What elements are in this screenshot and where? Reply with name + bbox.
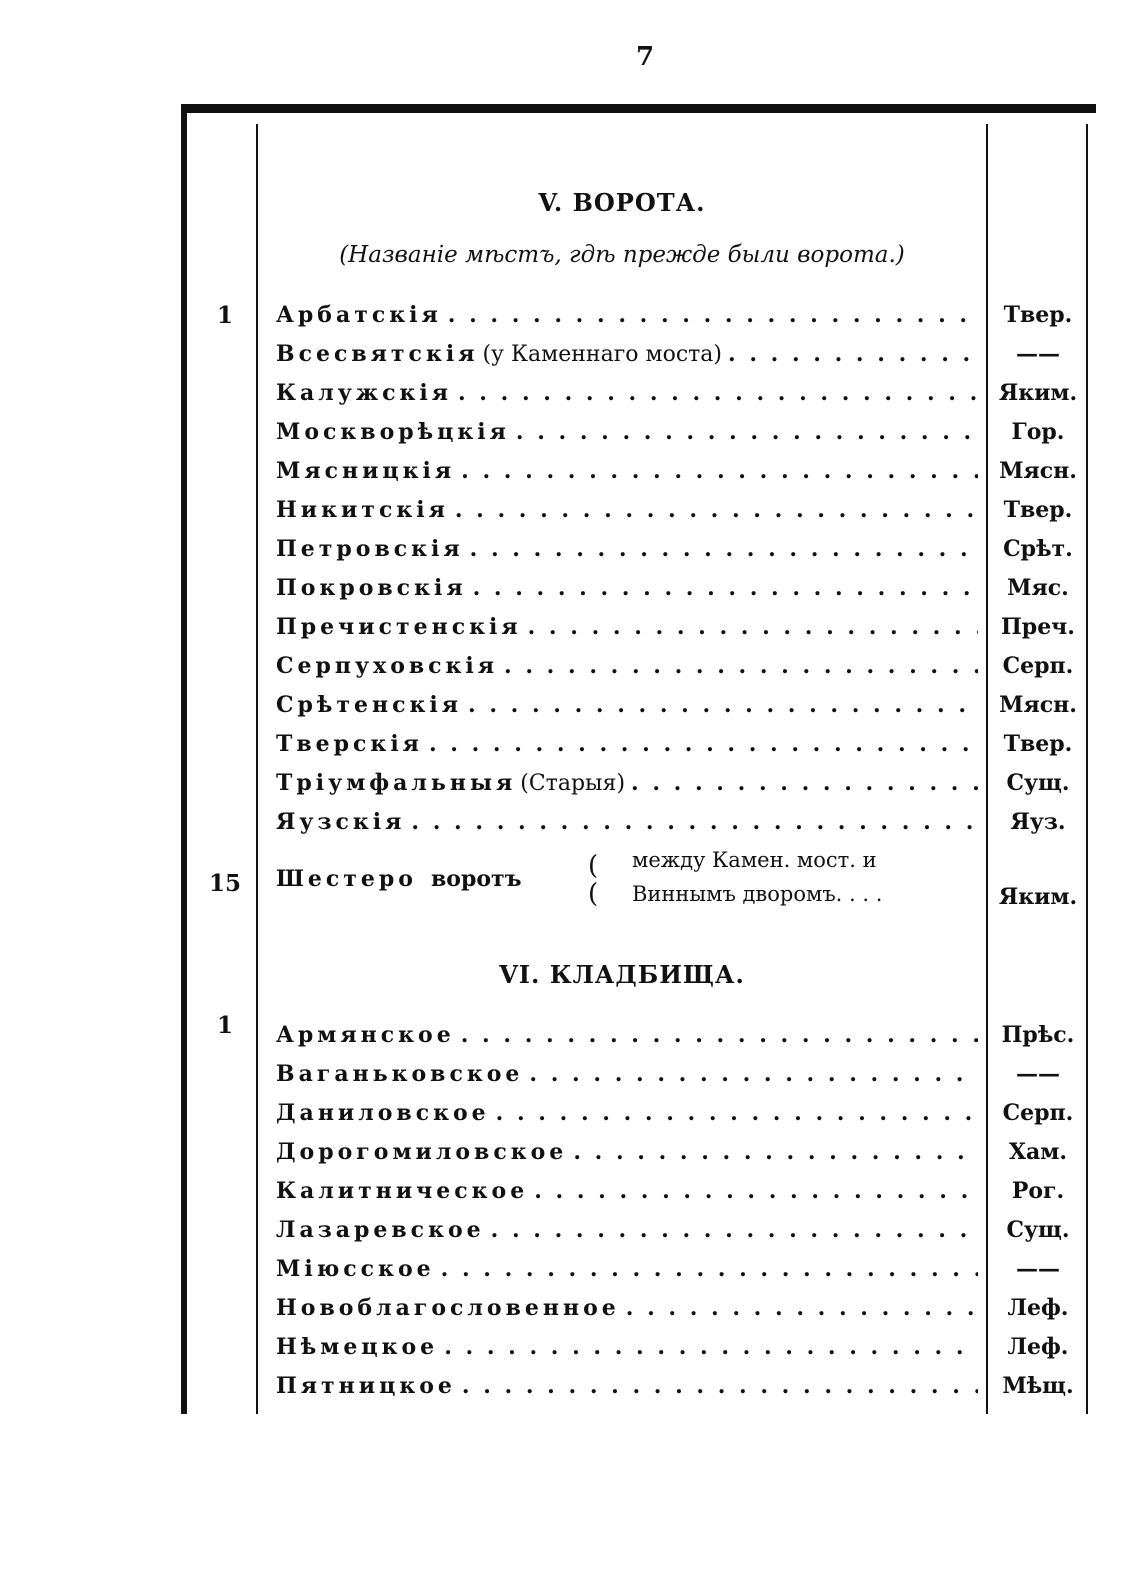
- district-abbreviation: Прѣс.: [1001, 1022, 1075, 1048]
- district-abbreviation: Рог.: [1011, 1178, 1065, 1204]
- dot-leader: [631, 770, 978, 796]
- dot-leader: [458, 380, 978, 406]
- district-abbreviation: ——: [1016, 1256, 1060, 1282]
- list-item: [276, 692, 978, 722]
- top-rule: [184, 104, 1096, 113]
- entry-name: Арбатскія: [276, 302, 442, 328]
- list-item: [276, 614, 978, 644]
- list-item: [276, 1334, 978, 1364]
- section-subtitle-gates: (Названіе мѣстъ, гдѣ прежде были ворота.): [339, 242, 905, 268]
- list-item: [276, 653, 978, 683]
- list-item: [276, 1139, 978, 1169]
- entry-name: Срѣтенскія: [276, 692, 462, 718]
- entry-name: Пречистенскія: [276, 614, 522, 640]
- district-abbreviation: Мясн.: [999, 692, 1077, 718]
- list-item: [276, 809, 978, 839]
- dot-leader: [468, 692, 978, 718]
- list-item: [276, 302, 978, 332]
- entry-name: Мясницкія: [276, 458, 456, 484]
- number-column-rule: [256, 124, 258, 1414]
- brace-symbol: ( (: [588, 851, 599, 909]
- entry-name: Шестеро: [276, 866, 417, 892]
- list-item: [276, 1178, 978, 1208]
- brace-line-1: между Камен. мост. и: [632, 848, 877, 872]
- entry-name: Москворѣцкія: [276, 419, 510, 445]
- entry-name: Никитскія: [276, 497, 449, 523]
- dot-leader: [429, 731, 978, 757]
- entry-name: Серпуховскія: [276, 653, 499, 679]
- entry-note: (у Каменнаго моста): [482, 342, 723, 367]
- entry-name: Нѣмецкое: [276, 1334, 439, 1360]
- list-item: [276, 1022, 978, 1052]
- entry-name: Тріумфальныя: [276, 770, 517, 796]
- list-item: [276, 770, 978, 800]
- abbreviation-column-rule: [986, 124, 988, 1414]
- list-item: [276, 536, 978, 566]
- entry-note: (Старыя): [520, 771, 626, 796]
- list-item: [276, 1217, 978, 1247]
- dot-leader: [455, 497, 978, 523]
- entry-name: Покровскія: [276, 575, 467, 601]
- dot-leader: [461, 458, 978, 484]
- brace-line-2: Виннымъ дворомъ. . . .: [632, 882, 883, 906]
- dot-leader: [534, 1178, 978, 1204]
- entry-name: Ваганьковское: [276, 1061, 524, 1087]
- list-item: [276, 1256, 978, 1286]
- dot-leader: [473, 575, 978, 601]
- district-abbreviation: Мясн.: [999, 458, 1077, 484]
- district-abbreviation: Твер.: [1003, 731, 1073, 757]
- entry-name: Калитническое: [276, 1178, 529, 1204]
- district-abbreviation: Хам.: [1008, 1139, 1068, 1165]
- district-abbreviation: Яуз.: [1010, 809, 1066, 835]
- list-item: [276, 1373, 978, 1403]
- entry-name: Тверскія: [276, 731, 423, 757]
- list-item: [276, 1061, 978, 1091]
- district-abbreviation: Преч.: [1001, 614, 1075, 640]
- district-abbreviation: ——: [1016, 1061, 1060, 1087]
- district-abbreviation: Сущ.: [1006, 770, 1070, 796]
- district-abbreviation: Леф.: [1007, 1334, 1069, 1360]
- entry-name: Новоблагословенное: [276, 1295, 620, 1321]
- dot-leader: [528, 614, 978, 640]
- district-abbreviation: Гор.: [1011, 419, 1065, 445]
- dot-leader: [529, 1061, 978, 1087]
- row-number-start-cemeteries: 1: [216, 1012, 233, 1039]
- district-abbreviation: Яким.: [998, 380, 1078, 406]
- district-abbreviation: Серп.: [1002, 1100, 1074, 1126]
- district-abbreviation: Яким.: [998, 884, 1078, 910]
- dot-leader: [462, 1373, 978, 1399]
- district-abbreviation: ——: [1016, 341, 1060, 367]
- district-abbreviation: Серп.: [1002, 653, 1074, 679]
- district-abbreviation: Мѣщ.: [1002, 1373, 1074, 1399]
- district-abbreviation: Мяс.: [1007, 575, 1069, 601]
- district-abbreviation: Твер.: [1003, 497, 1073, 523]
- left-border-rule: [181, 104, 187, 1414]
- entry-name: Армянское: [276, 1022, 455, 1048]
- list-item-brace-entry: [276, 848, 978, 912]
- entry-name: Петровскія: [276, 536, 464, 562]
- entry-name: Калужскія: [276, 380, 452, 406]
- dot-leader: [411, 809, 978, 835]
- entry-name: Дорогомиловское: [276, 1139, 568, 1165]
- district-abbreviation: Сущ.: [1006, 1217, 1070, 1243]
- dot-leader: [491, 1217, 978, 1243]
- dot-leader: [504, 653, 978, 679]
- row-number-end-gates: 15: [208, 870, 241, 897]
- section-title-cemeteries: VI. КЛАДБИЩА.: [499, 960, 745, 989]
- entry-name: Міюсское: [276, 1256, 435, 1282]
- entry-name: Пятницкое: [276, 1373, 456, 1399]
- dot-leader: [573, 1139, 978, 1165]
- dot-leader: [728, 341, 978, 367]
- dot-leader: [626, 1295, 978, 1321]
- district-abbreviation: Срѣт.: [1003, 536, 1073, 562]
- list-item: [276, 380, 978, 410]
- right-border-rule: [1086, 124, 1088, 1414]
- section-title-gates: V. ВОРОТА.: [538, 188, 706, 217]
- dot-leader: [448, 302, 978, 328]
- entry-name: Лазаревское: [276, 1217, 485, 1243]
- entry-name: Даниловское: [276, 1100, 490, 1126]
- dot-leader: [441, 1256, 978, 1282]
- entry-name: Яузскія: [276, 809, 406, 835]
- list-item: [276, 341, 978, 371]
- list-item: [276, 497, 978, 527]
- dot-leader: [470, 536, 978, 562]
- page-number: 7: [635, 42, 655, 72]
- list-item: [276, 1295, 978, 1325]
- row-number-start-gates: 1: [216, 302, 233, 329]
- list-item: [276, 1100, 978, 1130]
- district-abbreviation: Леф.: [1007, 1295, 1069, 1321]
- dot-leader: [461, 1022, 978, 1048]
- list-item: [276, 458, 978, 488]
- dot-leader: [444, 1334, 978, 1360]
- entry-name: Всесвятскія: [276, 341, 479, 367]
- list-item: [276, 419, 978, 449]
- entry-word: воротъ: [430, 866, 522, 892]
- dot-leader: [516, 419, 978, 445]
- district-abbreviation: Твер.: [1003, 302, 1073, 328]
- list-item: [276, 575, 978, 605]
- list-item: [276, 731, 978, 761]
- dot-leader: [496, 1100, 978, 1126]
